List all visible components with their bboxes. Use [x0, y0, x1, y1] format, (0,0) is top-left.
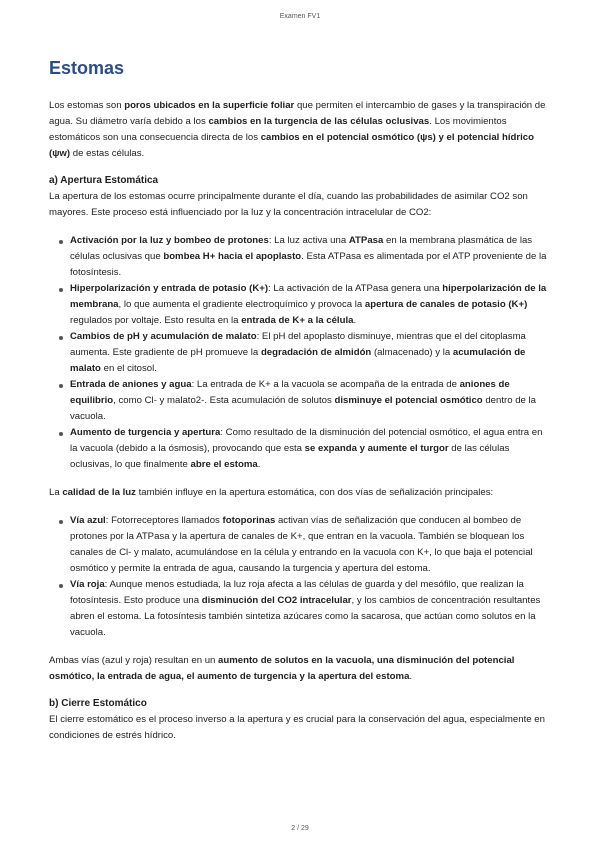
page-title: Estomas [49, 58, 125, 78]
text-run: : La activación de la ATPasa genera una [268, 283, 443, 294]
list-item [49, 233, 551, 281]
bold-text: Aumento de turgencia y apertura [70, 427, 221, 438]
bold-text: poros ubicados en la superficie foliar [124, 100, 295, 111]
text-run: dentro de la vacuola. [70, 395, 537, 422]
opening-steps-list [49, 233, 551, 473]
text-run: Ambas vías (azul y roja) resultan en un [49, 655, 219, 666]
section-a-intro: La apertura de los estomas ocurre principalmente durante el día, cuando las probabilidades de asimilar CO2 son mayores. Este proceso está influenciado por la luz y la concentración intracelular de CO2: [49, 191, 528, 218]
text-run: que permiten el intercambio de gases y la transpiración de agua. Su diámetro varía debido a los [49, 100, 546, 127]
text-run: : Como resultado de la disminución del potencial osmótico, el agua entra en la vacuola (debido a la ósmosis), provocando que esta [70, 427, 543, 454]
list-item [49, 513, 551, 577]
bold-text: calidad de la luz [62, 487, 136, 498]
text-run: Los estomas son [49, 100, 125, 111]
bold-text: Activación por la luz y bombeo de protones [70, 235, 269, 246]
bold-text: cambios en la turgencia de las células oclusivas [208, 116, 430, 127]
text-run: : Fotorreceptores llamados [105, 515, 223, 526]
text-run: : La luz activa una [268, 235, 349, 246]
bold-text: abre el estoma [190, 459, 258, 470]
list-item [49, 377, 551, 425]
text-run: . [409, 671, 413, 682]
bold-text: apertura de canales de potasio (K+) [364, 299, 528, 310]
light-pathways-list [49, 513, 551, 641]
bold-text: se expanda y aumente el turgor [304, 443, 449, 454]
text-run: . [257, 459, 261, 470]
section-b-intro: El cierre estomático es el proceso inverso a la apertura y es crucial para la conservación del agua, especialmente en condiciones de estrés hídrico. [49, 714, 545, 741]
list-item [49, 329, 551, 377]
bold-text: degradación de almidón [260, 347, 372, 358]
text-run: La [49, 487, 63, 498]
section-b-heading: b) Cierre Estomático [49, 698, 147, 709]
bold-text: disminución del CO2 intracelular [201, 595, 352, 606]
section-a-heading: a) Apertura Estomática [49, 175, 159, 186]
text-run: (almacenado) y la [371, 347, 453, 358]
text-run: regulados por voltaje. Esto resulta en la [70, 315, 242, 326]
text-run: . [353, 315, 357, 326]
text-run: , lo que aumenta el gradiente electroquímico y provoca la [118, 299, 365, 310]
bold-text: hiperpolarización de la membrana [70, 283, 547, 310]
bold-text: Hiperpolarización y entrada de potasio (K+) [70, 283, 269, 294]
bold-text: Vía roja [70, 579, 105, 590]
text-run: , como Cl- y malato2-. Esta acumulación de solutos [113, 395, 335, 406]
bold-text: Vía azul [70, 515, 106, 526]
text-run: de estas células. [70, 148, 145, 159]
light-quality-paragraph [49, 485, 551, 501]
summary-paragraph [49, 653, 551, 685]
text-run: : El pH del apoplasto disminuye, mientras que el del citoplasma aumenta. Este gradiente de pH promueve la [70, 331, 526, 358]
bold-text: cambios en el potencial osmótico (ψs) y el potencial hídrico (ψw) [49, 132, 534, 159]
text-run: . Esta ATPasa es alimentada por el ATP proveniente de la fotosíntesis. [70, 251, 547, 278]
bold-text: acumulación de malato [70, 347, 526, 374]
page-number: 2 / 29 [291, 825, 309, 832]
list-item [49, 281, 551, 329]
text-run: , y los cambios de concentración resultantes abren el estoma. La fotosíntesis también sintetiza azúcares como la sacarosa, que actúan como solutos en la vacuola. [70, 595, 541, 638]
page-header: Examen FV1 [279, 13, 321, 20]
document-body [49, 56, 551, 744]
intro-paragraph [49, 98, 551, 162]
bold-text: bombea H+ hacia el apoplasto [163, 251, 302, 262]
text-run: de las células oclusivas, lo que finalmente [70, 443, 510, 470]
bold-text: aumento de solutos en la vacuola, una disminución del potencial osmótico, la entrada de agua, el aumento de turgencia y la apertura del estoma [49, 655, 515, 682]
list-item [49, 425, 551, 473]
bold-text: Cambios de pH y acumulación de malato [70, 331, 257, 342]
bold-text: disminuye el potencial osmótico [334, 395, 483, 406]
bold-text: Entrada de aniones y agua [70, 379, 192, 390]
text-run: también influye en la apertura estomática, con dos vías de señalización principales: [135, 487, 494, 498]
text-run: en el citosol. [100, 363, 157, 374]
text-run: en la membrana plasmática de las células oclusivas que [70, 235, 533, 262]
text-run: : Aunque menos estudiada, la luz roja afecta a las células de guarda y del mesófilo, que realizan la fotosíntesis. Esto produce una [70, 579, 524, 606]
bold-text: aniones de equilibrio [70, 379, 510, 406]
bold-text: ATPasa [348, 235, 384, 246]
bold-text: fotoporinas [222, 515, 276, 526]
text-run: activan vías de señalización que conducen al bombeo de protones por la ATPasa y la apertura de canales de K+, que entran en la vacuola. También se bloquean los canales de Cl- y malato, acumulándose en la célula y entrando en la vacuola con K+, lo que baja el potencial osmótico y permite la entrada de agua, causando la turgencia y apertura del estoma. [70, 515, 533, 574]
list-item [49, 577, 551, 641]
bold-text: entrada de K+ a la célula [241, 315, 354, 326]
text-run: . Los movimientos estomáticos son una consecuencia directa de los [49, 116, 507, 143]
text-run: : La entrada de K+ a la vacuola se acompaña de la entrada de [191, 379, 460, 390]
